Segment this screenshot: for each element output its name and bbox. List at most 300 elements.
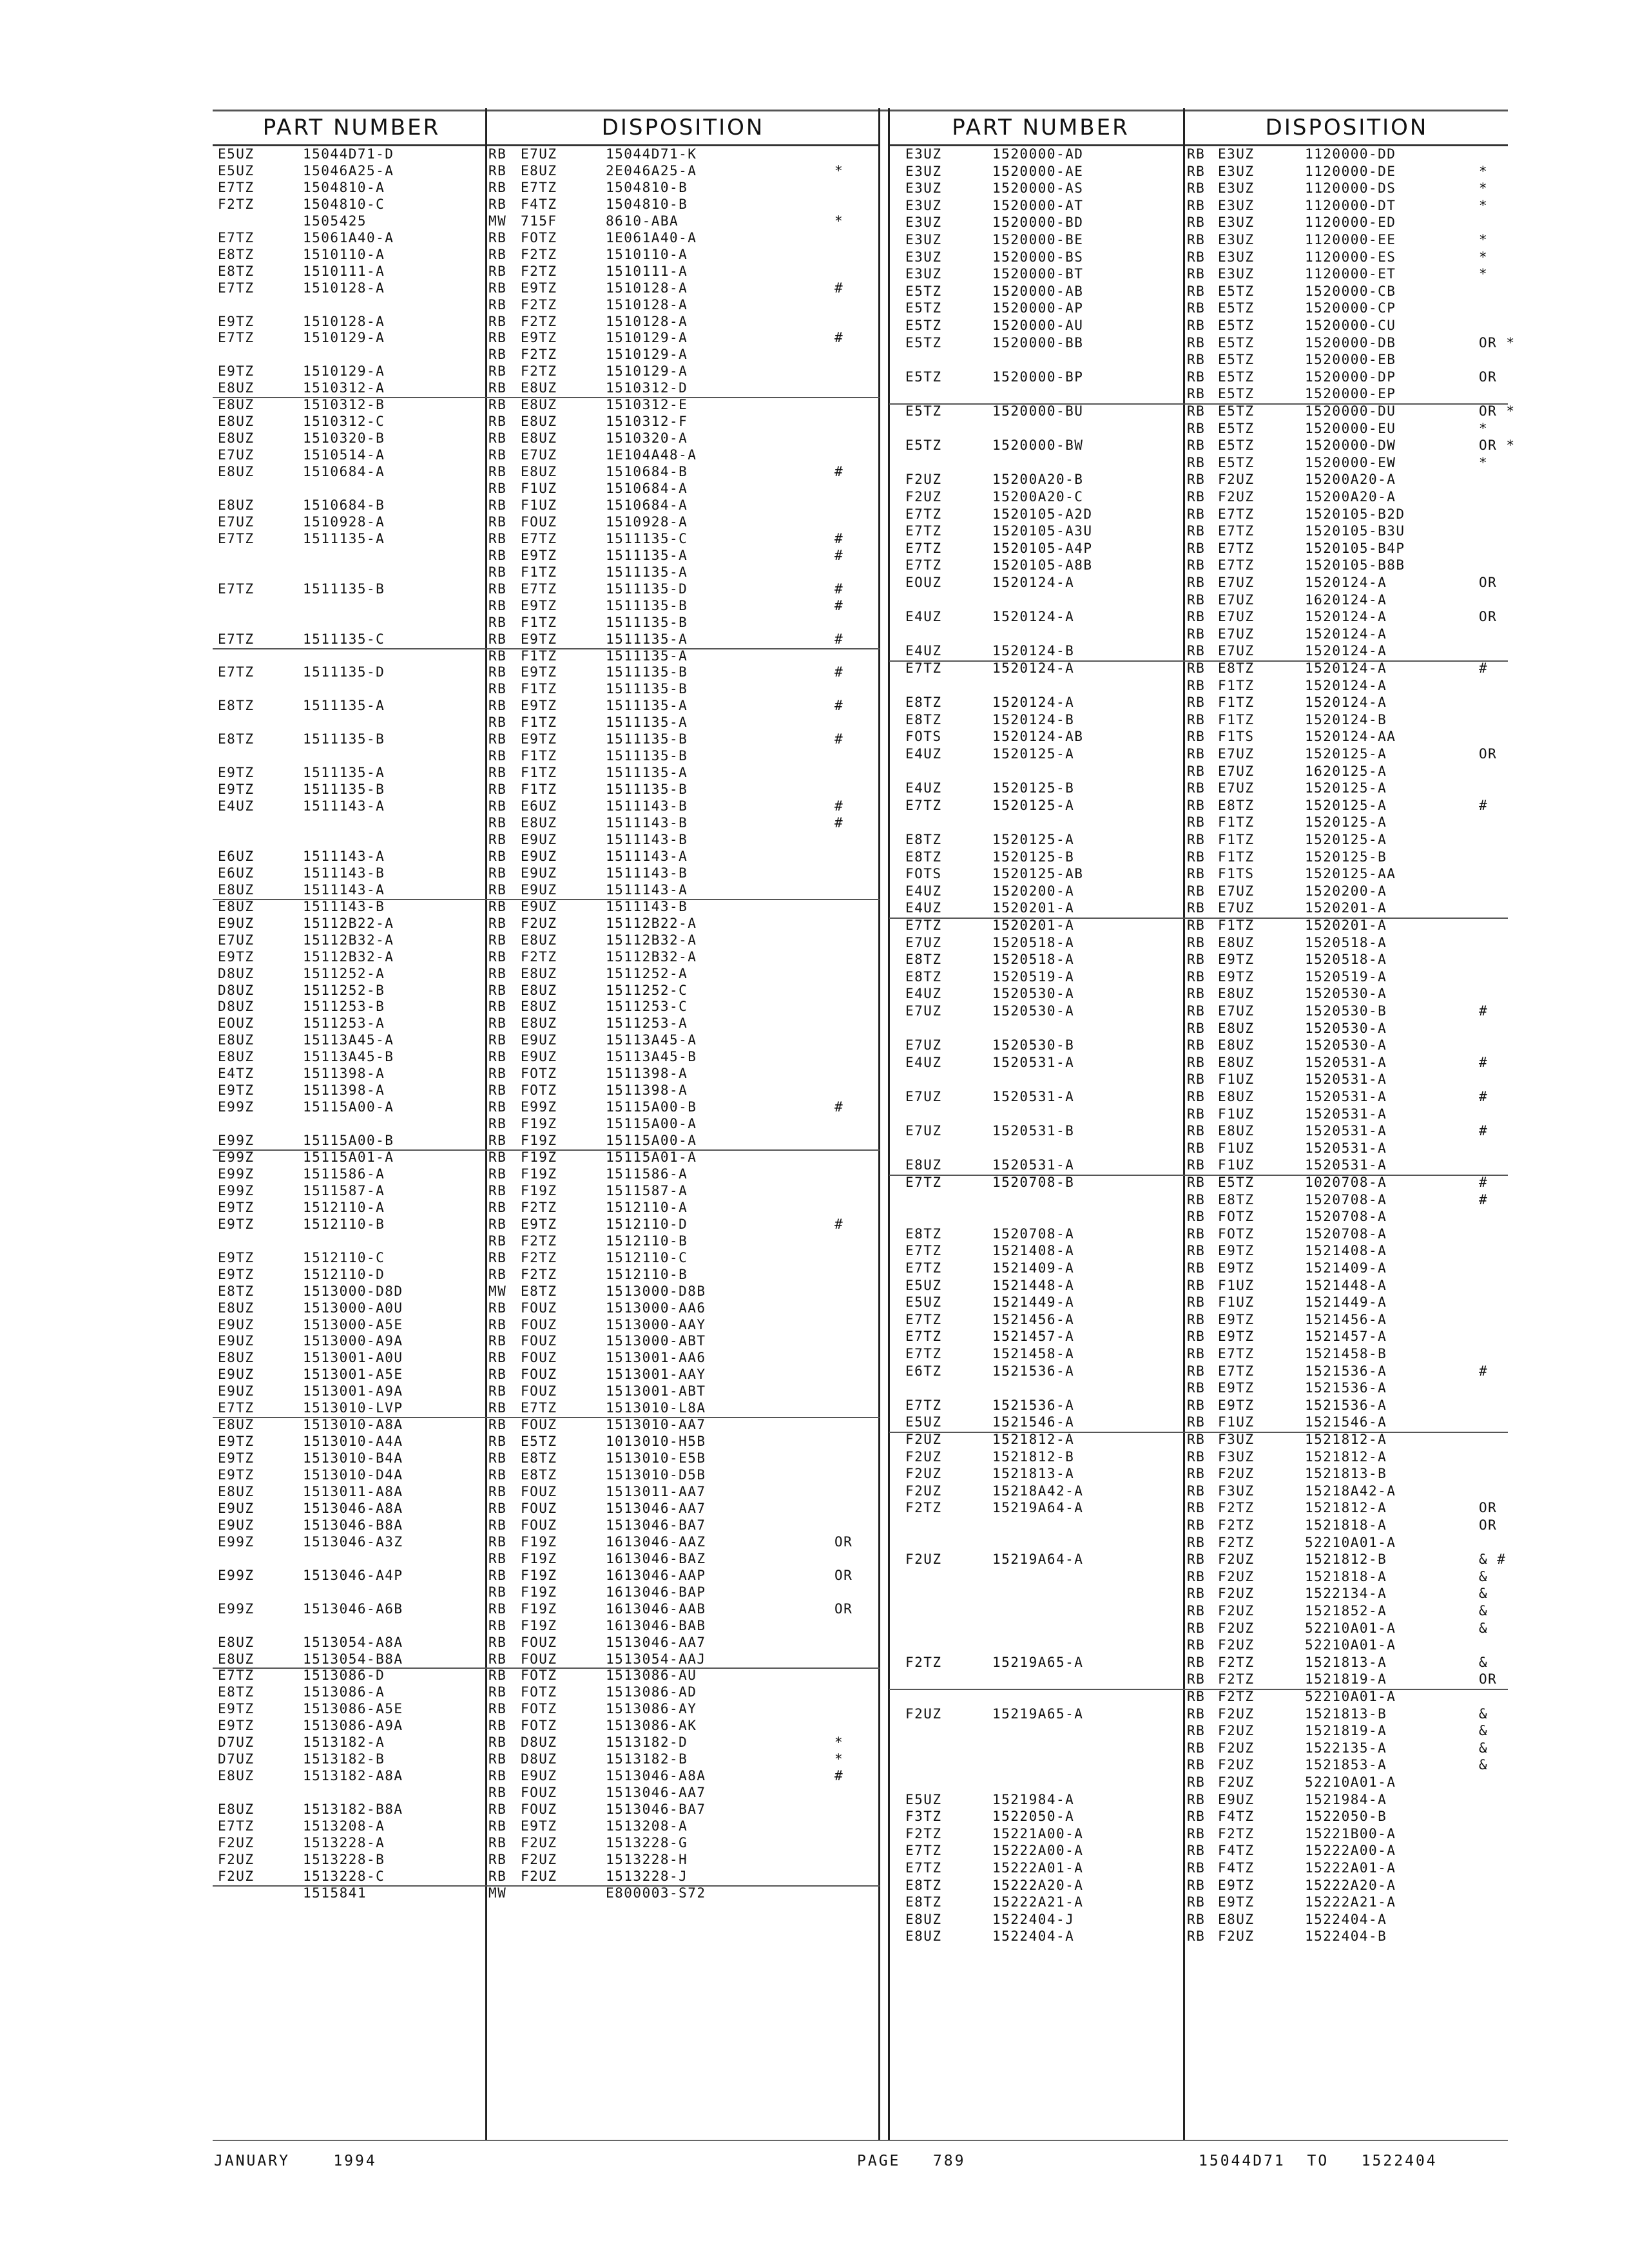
note: OR	[1479, 609, 1498, 625]
action-code: RB	[1187, 849, 1206, 865]
new-part: E800003-S72	[606, 1885, 706, 1901]
old-prefix: E8UZ	[218, 397, 255, 413]
new-prefix: E7TZ	[521, 581, 557, 597]
action-code: RB	[488, 1802, 507, 1818]
new-prefix: E7UZ	[1218, 780, 1255, 796]
new-prefix: FOUZ	[521, 1651, 557, 1667]
note: #	[834, 581, 844, 597]
old-prefix: E7TZ	[218, 179, 255, 195]
action-code: RB	[1187, 1654, 1206, 1670]
new-part: 1020708-A	[1305, 1175, 1387, 1190]
new-prefix: E7TZ	[521, 1400, 557, 1416]
new-part: 1520531-A	[1305, 1106, 1387, 1122]
old-part: 1520531-A	[992, 1054, 1075, 1070]
new-prefix: F4TZ	[1218, 1843, 1255, 1859]
old-prefix: E8UZ	[218, 1049, 255, 1065]
old-prefix: E7TZ	[905, 797, 942, 813]
new-part: 1513046-BA7	[606, 1802, 706, 1818]
old-prefix: F2UZ	[218, 1851, 255, 1867]
new-prefix: F4TZ	[1218, 1809, 1255, 1825]
top-rule	[213, 110, 1508, 111]
old-part: 1520518-A	[992, 934, 1075, 950]
old-prefix: E9TZ	[218, 363, 255, 380]
old-prefix: E7UZ	[905, 934, 942, 950]
new-prefix: E7TZ	[521, 179, 557, 195]
old-prefix: E8UZ	[218, 1350, 255, 1366]
new-prefix: F2UZ	[521, 1851, 557, 1867]
old-part: 1513010-A4A	[303, 1434, 403, 1450]
old-prefix: E9UZ	[218, 1316, 255, 1332]
action-code: RB	[1187, 729, 1206, 745]
old-part: 15222A20-A	[992, 1877, 1084, 1893]
action-code: RB	[488, 1082, 507, 1099]
action-code: RB	[488, 614, 507, 630]
new-prefix: E3UZ	[1218, 232, 1255, 247]
action-code: RB	[488, 1450, 507, 1466]
action-code: RB	[1187, 300, 1206, 316]
old-prefix: E7TZ	[218, 1818, 255, 1834]
old-part: 1521449-A	[992, 1294, 1075, 1311]
action-code: RB	[1187, 986, 1206, 1002]
old-prefix: E7TZ	[218, 581, 255, 597]
new-prefix: FOUZ	[521, 1634, 557, 1650]
new-part: 15200A20-A	[1305, 489, 1396, 505]
new-prefix: E9UZ	[521, 1768, 557, 1784]
action-code: RB	[488, 414, 507, 430]
action-code: RB	[1187, 437, 1206, 454]
new-part: 1510684-A	[606, 497, 688, 513]
right-column-divider	[1183, 108, 1185, 2140]
new-part: 15115A00-A	[606, 1116, 697, 1132]
old-part: 1520124-A	[992, 660, 1075, 676]
new-prefix: E8UZ	[1218, 1123, 1255, 1139]
note: *	[834, 1751, 844, 1767]
new-part: 1120000-ED	[1305, 215, 1396, 231]
old-part: 1511135-C	[303, 631, 385, 647]
group-separator	[889, 918, 1508, 919]
old-prefix: E3UZ	[905, 163, 942, 179]
old-part: 1510111-A	[303, 263, 385, 279]
new-part: 1521448-A	[1305, 1277, 1387, 1293]
new-prefix: FOUZ	[521, 1300, 557, 1316]
action-code: RB	[488, 1500, 507, 1516]
action-code: RB	[1187, 1706, 1206, 1722]
footer-part-range: 15044D71 TO 1522404	[1199, 2153, 1438, 2169]
new-part: 1520530-B	[1305, 1003, 1387, 1019]
new-part: 1613046-AAZ	[606, 1533, 706, 1550]
action-code: RB	[1187, 1809, 1206, 1825]
note: OR	[834, 1567, 853, 1583]
new-part: 1511143-B	[606, 831, 688, 847]
old-part: 1510312-B	[303, 397, 385, 413]
old-prefix: E6UZ	[218, 848, 255, 864]
action-code: RB	[488, 815, 507, 831]
old-part: 1510684-B	[303, 497, 385, 513]
old-part: 1520124-B	[992, 643, 1075, 659]
old-part: 1520000-BS	[992, 249, 1084, 265]
old-prefix: E8UZ	[218, 380, 255, 396]
old-part: 15222A00-A	[992, 1843, 1084, 1859]
old-prefix: E3UZ	[905, 215, 942, 231]
old-part: 1520125-A	[992, 832, 1075, 847]
old-part: 1511135-B	[303, 782, 385, 798]
new-prefix: F2UZ	[521, 1834, 557, 1850]
action-code: RB	[1187, 506, 1206, 522]
new-prefix: E9TZ	[1218, 1260, 1255, 1276]
old-prefix: E8UZ	[905, 1911, 942, 1927]
old-prefix: F3TZ	[905, 1809, 942, 1825]
action-code: RB	[1187, 1483, 1206, 1499]
new-prefix: E5TZ	[1218, 420, 1255, 436]
action-code: RB	[488, 162, 507, 178]
new-part: 1520124-A	[1305, 695, 1387, 711]
action-code: RB	[488, 1133, 507, 1149]
action-code: RB	[488, 1484, 507, 1499]
new-prefix: E9TZ	[521, 698, 557, 714]
old-prefix: E9UZ	[218, 1517, 255, 1533]
action-code: RB	[488, 648, 507, 664]
new-part: 1513001-AA6	[606, 1350, 706, 1366]
old-part: 1520000-AS	[992, 180, 1084, 197]
new-part: 1504810-B	[606, 179, 688, 195]
old-prefix: E7TZ	[905, 1329, 942, 1345]
new-part: 1511135-B	[606, 782, 688, 798]
note: OR	[1479, 1500, 1498, 1516]
old-part: 1510514-A	[303, 447, 385, 463]
new-part: 1511135-A	[606, 698, 688, 714]
action-code: RB	[1187, 1757, 1206, 1773]
old-part: 1510928-A	[303, 514, 385, 530]
action-code: RB	[1187, 1123, 1206, 1139]
new-prefix: F3UZ	[1218, 1448, 1255, 1465]
new-prefix: E9UZ	[521, 831, 557, 847]
old-part: 1512110-C	[303, 1249, 385, 1265]
action-code: RB	[488, 330, 507, 346]
new-part: 1521852-A	[1305, 1603, 1387, 1619]
old-prefix: E7TZ	[218, 330, 255, 346]
new-part: 1520531-A	[1305, 1157, 1387, 1173]
old-prefix: E4UZ	[905, 609, 942, 625]
old-prefix: E8TZ	[905, 832, 942, 847]
old-part: 1511143-B	[303, 898, 385, 914]
old-part: 1520124-A	[992, 609, 1075, 625]
old-part: 1521813-A	[992, 1466, 1075, 1482]
new-prefix: F1TZ	[521, 715, 557, 731]
old-prefix: D8UZ	[218, 965, 255, 981]
new-part: 1521458-B	[1305, 1346, 1387, 1361]
new-part: 1511586-A	[606, 1166, 688, 1182]
new-part: 1521536-A	[1305, 1380, 1387, 1396]
new-prefix: E8UZ	[1218, 1089, 1255, 1104]
old-prefix: EOUZ	[218, 1015, 255, 1032]
new-prefix: E8UZ	[521, 380, 557, 396]
note: &	[1479, 1740, 1489, 1756]
old-part: 1520125-AB	[992, 866, 1084, 882]
new-part: 1511143-A	[606, 848, 688, 864]
new-part: 1520708-A	[1305, 1225, 1387, 1242]
new-prefix: F2TZ	[1218, 1671, 1255, 1687]
left-column-divider	[485, 108, 487, 2140]
action-code: RB	[1187, 420, 1206, 436]
old-part: 1511587-A	[303, 1182, 385, 1198]
action-code: RB	[1187, 1037, 1206, 1053]
new-part: 1520124-A	[1305, 643, 1387, 659]
new-part: 1510320-A	[606, 430, 688, 447]
old-prefix: E5UZ	[905, 1277, 942, 1293]
new-prefix: F2TZ	[521, 1249, 557, 1265]
note: &	[1479, 1603, 1489, 1619]
new-part: 15218A42-A	[1305, 1483, 1396, 1499]
new-part: 1520000-DP	[1305, 369, 1396, 385]
new-part: 1511143-B	[606, 798, 688, 814]
old-part: 1513011-A8A	[303, 1484, 403, 1499]
new-part: 1520105-B3U	[1305, 523, 1405, 539]
new-prefix: E3UZ	[1218, 197, 1255, 213]
new-prefix: FOTZ	[521, 1066, 557, 1082]
action-code: RB	[1187, 1225, 1206, 1242]
old-part: 1513000-D8D	[303, 1283, 403, 1299]
action-code: RB	[1187, 763, 1206, 779]
action-code: RB	[1187, 900, 1206, 916]
action-code: RB	[488, 1233, 507, 1249]
new-part: 1520200-A	[1305, 883, 1387, 899]
old-part: 1520000-AE	[992, 163, 1084, 179]
old-prefix: E9TZ	[218, 1434, 255, 1450]
old-part: 1521812-B	[992, 1448, 1075, 1465]
new-part: 1620124-A	[1305, 591, 1387, 608]
old-part: 1510128-A	[303, 313, 385, 329]
new-prefix: E9TZ	[521, 330, 557, 346]
new-part: 1513011-AA7	[606, 1484, 706, 1499]
note: *	[1479, 163, 1489, 179]
old-prefix: E99Z	[218, 1166, 255, 1182]
new-prefix: E7UZ	[1218, 900, 1255, 916]
new-part: 1522135-A	[1305, 1740, 1387, 1756]
old-prefix: E99Z	[218, 1133, 255, 1149]
new-part: 1513010-AA7	[606, 1417, 706, 1433]
old-prefix: E9UZ	[218, 1333, 255, 1349]
old-prefix: E8TZ	[218, 263, 255, 279]
new-part: 1521409-A	[1305, 1260, 1387, 1276]
new-part: 1520531-A	[1305, 1072, 1387, 1088]
new-prefix: E9TZ	[521, 664, 557, 680]
note: &	[1479, 1586, 1489, 1602]
note: *	[1479, 266, 1489, 282]
old-part: 1513001-A0U	[303, 1350, 403, 1366]
action-code: RB	[1187, 283, 1206, 299]
new-prefix: F2UZ	[1218, 1620, 1255, 1636]
new-part: 1513046-BA7	[606, 1517, 706, 1533]
new-prefix: D8UZ	[521, 1751, 557, 1767]
new-part: 1520530-A	[1305, 1037, 1387, 1053]
action-code: RB	[1187, 918, 1206, 933]
old-part: 1513086-A	[303, 1684, 385, 1700]
action-code: RB	[1187, 780, 1206, 796]
action-code: MW	[488, 1885, 507, 1901]
action-code: RB	[488, 1550, 507, 1566]
old-part: 1520201-A	[992, 900, 1075, 916]
old-part: 1513182-A	[303, 1735, 385, 1751]
group-separator	[889, 1432, 1508, 1433]
action-code: RB	[1187, 1534, 1206, 1550]
new-part: 52210A01-A	[1305, 1774, 1396, 1790]
old-part: 15222A01-A	[992, 1860, 1084, 1876]
old-part: 1513086-A5E	[303, 1701, 403, 1717]
old-prefix: E4UZ	[905, 746, 942, 762]
group-separator	[213, 648, 880, 649]
note: *	[834, 1735, 844, 1751]
new-prefix: F3UZ	[1218, 1432, 1255, 1447]
old-prefix: E8UZ	[218, 1300, 255, 1316]
old-prefix: E5TZ	[905, 300, 942, 316]
action-code: RB	[488, 597, 507, 613]
new-part: 1520201-A	[1305, 900, 1387, 916]
new-part: 1510928-A	[606, 514, 688, 530]
new-part: 1513010-D5B	[606, 1467, 706, 1483]
new-part: 1511252-A	[606, 965, 688, 981]
old-prefix: FOTS	[905, 729, 942, 745]
old-part: 15219A65-A	[992, 1706, 1084, 1722]
new-prefix: E6UZ	[521, 798, 557, 814]
new-prefix: E7TZ	[1218, 1346, 1255, 1361]
old-prefix: E7TZ	[905, 1397, 942, 1413]
group-separator	[213, 1417, 880, 1418]
new-part: 1511398-A	[606, 1082, 688, 1099]
old-prefix: E9UZ	[218, 1367, 255, 1383]
old-part: 1520125-A	[992, 746, 1075, 762]
note: *	[1479, 420, 1489, 436]
action-code: RB	[1187, 1175, 1206, 1190]
old-part: 1513228-C	[303, 1868, 385, 1884]
old-prefix: E9TZ	[218, 313, 255, 329]
new-prefix: E9TZ	[1218, 968, 1255, 985]
note: #	[834, 280, 844, 296]
action-code: RB	[488, 1199, 507, 1215]
old-prefix: E9UZ	[218, 1500, 255, 1516]
old-part: 1521546-A	[992, 1414, 1075, 1430]
action-code: RB	[488, 1701, 507, 1717]
old-prefix: EOUZ	[905, 575, 942, 590]
new-part: 1510312-E	[606, 397, 688, 413]
new-prefix: E5TZ	[1218, 386, 1255, 402]
new-prefix: E8UZ	[521, 1015, 557, 1032]
old-prefix: F2UZ	[905, 1448, 942, 1465]
old-prefix: E8UZ	[218, 881, 255, 898]
new-part: 1513000-ABT	[606, 1333, 706, 1349]
old-part: 1511398-A	[303, 1082, 385, 1099]
old-prefix: E8UZ	[218, 430, 255, 447]
old-part: 15113A45-A	[303, 1032, 394, 1048]
old-part: 1513010-D4A	[303, 1467, 403, 1483]
old-part: 1521812-A	[992, 1432, 1075, 1447]
old-part: 1510129-A	[303, 363, 385, 380]
group-separator	[889, 1175, 1508, 1176]
action-code: RB	[488, 698, 507, 714]
new-part: 1511135-B	[606, 597, 688, 613]
action-code: RB	[488, 263, 507, 279]
old-part: 1520000-BU	[992, 403, 1084, 419]
new-prefix: F1UZ	[1218, 1294, 1255, 1311]
action-code: RB	[1187, 591, 1206, 608]
old-part: 1520105-A8B	[992, 557, 1093, 573]
new-prefix: E5TZ	[1218, 454, 1255, 470]
old-part: 1513054-B8A	[303, 1651, 403, 1667]
action-code: RB	[488, 1032, 507, 1048]
new-prefix: E9UZ	[521, 1049, 557, 1065]
old-prefix: F2TZ	[218, 196, 255, 212]
action-code: RB	[1187, 523, 1206, 539]
new-part: 1511135-B	[606, 731, 688, 747]
action-code: RB	[1187, 1020, 1206, 1036]
action-code: RB	[488, 1383, 507, 1399]
new-prefix: FOTZ	[521, 1718, 557, 1734]
old-prefix: D8UZ	[218, 982, 255, 998]
action-code: RB	[488, 1634, 507, 1650]
action-code: RB	[488, 296, 507, 312]
old-part: 1520000-BT	[992, 266, 1084, 282]
new-prefix: E7UZ	[1218, 643, 1255, 659]
action-code: RB	[488, 1684, 507, 1700]
action-code: RB	[488, 514, 507, 530]
old-prefix: E7TZ	[218, 664, 255, 680]
action-code: RB	[488, 1651, 507, 1667]
note: #	[1479, 1054, 1489, 1070]
new-part: 1511587-A	[606, 1182, 688, 1198]
action-code: MW	[488, 213, 507, 229]
old-prefix: E8UZ	[218, 497, 255, 513]
note: #	[1479, 1123, 1489, 1139]
new-prefix: E7UZ	[521, 146, 557, 162]
new-part: 1613046-BAP	[606, 1584, 706, 1600]
new-prefix: E5TZ	[1218, 283, 1255, 299]
new-prefix: F2TZ	[1218, 1500, 1255, 1516]
new-prefix: E9TZ	[521, 547, 557, 563]
old-part: 1521536-A	[992, 1363, 1075, 1379]
new-prefix: F1TZ	[521, 681, 557, 697]
old-part: 1522050-A	[992, 1809, 1075, 1825]
action-code: RB	[488, 1266, 507, 1282]
old-prefix: F2UZ	[905, 1432, 942, 1447]
action-code: RB	[488, 1099, 507, 1115]
new-prefix: F1TS	[1218, 729, 1255, 745]
new-part: 1521813-A	[1305, 1654, 1387, 1670]
old-part: 1520000-AB	[992, 283, 1084, 299]
old-prefix: E7UZ	[218, 514, 255, 530]
old-prefix: E8UZ	[218, 414, 255, 430]
group-separator	[213, 1667, 880, 1669]
old-part: 1520125-B	[992, 780, 1075, 796]
action-code: RB	[488, 1149, 507, 1165]
old-prefix: E7TZ	[218, 229, 255, 245]
action-code: RB	[488, 1751, 507, 1767]
old-part: 1510320-B	[303, 430, 385, 447]
old-part: 1511143-A	[303, 881, 385, 898]
new-prefix: E7TZ	[521, 530, 557, 546]
note: OR	[1479, 369, 1498, 385]
old-prefix: F2UZ	[905, 1466, 942, 1482]
action-code: RB	[1187, 215, 1206, 231]
old-prefix: E8UZ	[218, 464, 255, 480]
old-part: 1513208-A	[303, 1818, 385, 1834]
new-part: 1520000-EW	[1305, 454, 1396, 470]
new-part: 1120000-DD	[1305, 146, 1396, 162]
action-code: RB	[1187, 1791, 1206, 1807]
new-part: 1120000-ET	[1305, 266, 1396, 282]
old-prefix: F2TZ	[905, 1500, 942, 1516]
action-code: RB	[488, 1400, 507, 1416]
action-code: RB	[488, 246, 507, 262]
action-code: RB	[1187, 1363, 1206, 1379]
